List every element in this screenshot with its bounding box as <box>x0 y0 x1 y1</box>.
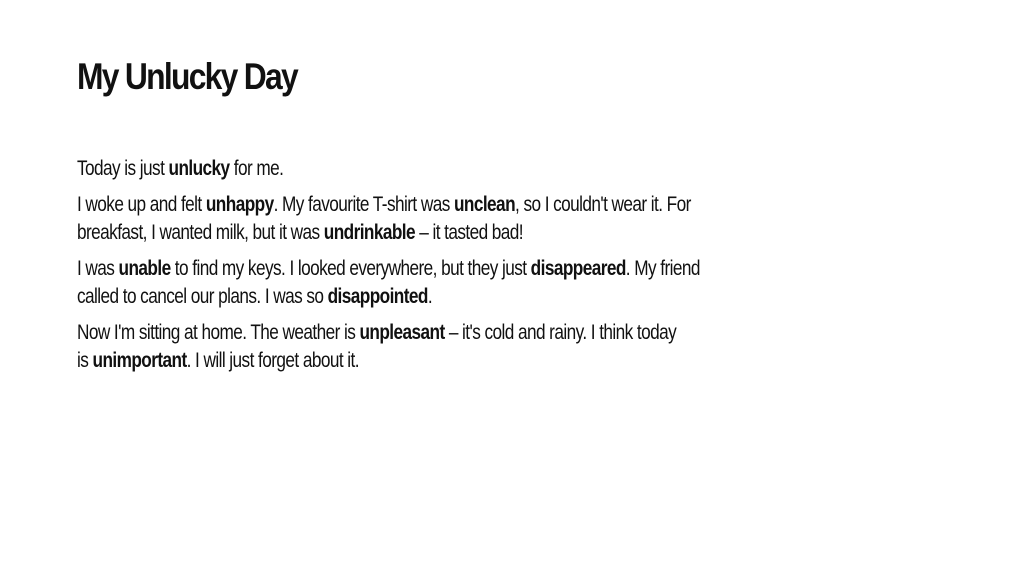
paragraph-line <box>77 191 922 219</box>
highlighted-word: unpleasant <box>359 321 445 344</box>
paragraph-line <box>77 319 922 347</box>
text-segment: Today is just <box>77 157 169 180</box>
text-segment: called to cancel our plans. I was so <box>77 285 328 308</box>
highlighted-word: undrinkable <box>323 221 416 244</box>
text-segment: . I will just forget about it. <box>186 349 359 372</box>
text-segment: . <box>427 285 433 308</box>
highlighted-word: unlucky <box>168 157 230 180</box>
text-segment: to find my keys. I looked everywhere, but they just <box>170 257 531 280</box>
highlighted-word: unable <box>118 257 171 280</box>
highlighted-word: disappeared <box>530 257 626 280</box>
story-paragraph <box>77 319 922 375</box>
text-segment: is <box>77 349 93 372</box>
text-segment: – it's cold and rainy. I think today <box>444 321 677 344</box>
page-title: My Unlucky Day <box>77 56 297 97</box>
text-segment: Now I'm sitting at home. The weather is <box>77 321 360 344</box>
highlighted-word: disappointed <box>327 285 428 308</box>
text-segment: breakfast, I wanted milk, but it was <box>77 221 324 244</box>
paragraph-line <box>77 219 922 247</box>
text-segment: I woke up and felt <box>77 193 206 216</box>
text-segment: , so I couldn't wear it. For <box>515 193 691 216</box>
highlighted-word: unhappy <box>205 193 274 216</box>
highlighted-word: unimportant <box>92 349 187 372</box>
text-segment: – it tasted bad! <box>415 221 524 244</box>
text-segment: . My favourite T-shirt was <box>273 193 454 216</box>
story-paragraph <box>77 191 922 247</box>
paragraph-line <box>77 347 922 375</box>
highlighted-word: unclean <box>453 193 516 216</box>
story-paragraph <box>77 255 922 311</box>
story-paragraph <box>77 155 922 183</box>
text-segment: I was <box>77 257 119 280</box>
text-segment: for me. <box>229 157 284 180</box>
text-segment: . My friend <box>625 257 700 280</box>
story-body <box>77 155 977 383</box>
paragraph-line <box>77 155 922 183</box>
paragraph-line <box>77 255 922 283</box>
paragraph-line <box>77 283 922 311</box>
